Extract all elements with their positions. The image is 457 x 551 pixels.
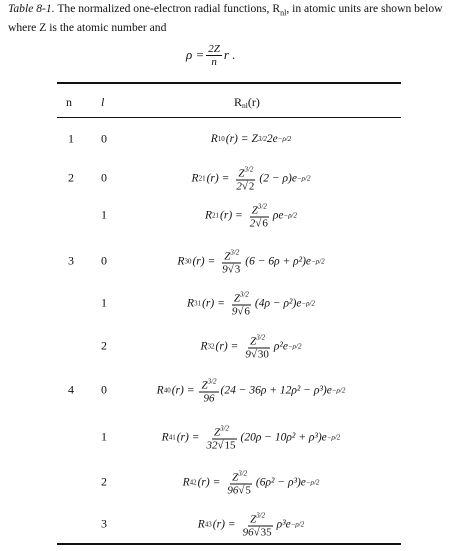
cell-l: 1 — [101, 295, 107, 310]
fraction-denominator — [225, 485, 254, 497]
denominator-radicand: 6 — [262, 217, 268, 230]
table-row — [0, 377, 457, 405]
numerator-base: Z — [233, 292, 240, 305]
function-subscript: 31 — [194, 299, 202, 307]
function-arg: (r) = — [171, 384, 195, 396]
function-subscript: 42 — [189, 478, 197, 486]
numerator-base: Z — [213, 426, 221, 439]
radial-function-formula — [120, 133, 382, 145]
function-body: (24 − 36ρ + 12ρ² − ρ³)e — [220, 384, 332, 396]
function-arg: (r) = — [202, 297, 225, 309]
prefactor-exponent: 3/2 — [257, 135, 267, 143]
sqrt-icon: √ — [227, 263, 234, 276]
function-name: R — [200, 340, 208, 352]
function-name: R — [161, 431, 169, 443]
prefactor-base: Z — [251, 133, 258, 145]
normalization-fraction — [220, 247, 243, 276]
table-label: Table 8-1. — [8, 2, 55, 15]
numerator-base: Z — [250, 513, 257, 526]
function-name: R — [187, 297, 195, 309]
numerator-base: Z — [238, 167, 245, 180]
fraction-numerator — [232, 289, 251, 306]
numerator-exponent: 3/2 — [230, 248, 240, 257]
denominator-coefficient: 96 — [227, 484, 239, 497]
fraction-numerator — [222, 247, 241, 264]
function-body: ρe — [272, 209, 284, 221]
function-arg: (r) = — [197, 476, 221, 488]
header-n: n — [66, 95, 72, 109]
function-subscript: 40 — [163, 386, 171, 394]
table-row — [0, 424, 457, 452]
normalization-fraction — [248, 201, 271, 230]
function-name: R — [177, 255, 185, 267]
function-subscript: 43 — [204, 520, 212, 528]
radial-function-formula — [120, 510, 382, 539]
numerator-exponent: 3/2 — [244, 165, 254, 174]
normalization-fraction — [225, 468, 254, 497]
exponential-exponent: −ρ/2 — [277, 135, 292, 143]
numerator-base: Z — [201, 379, 208, 392]
cell-l: 2 — [101, 474, 107, 489]
cell-n: 1 — [68, 131, 74, 146]
rho-fraction — [206, 43, 222, 68]
cell-n: 3 — [68, 253, 74, 268]
denominator-coefficient: 9 — [245, 348, 251, 361]
function-arg: (r) = — [215, 340, 239, 352]
numerator-base: Z — [251, 204, 258, 217]
function-subscript: 21 — [212, 211, 220, 219]
table-row — [0, 202, 457, 230]
denominator-radicand: 30 — [257, 348, 269, 361]
exponential-exponent: −ρ/2 — [326, 433, 341, 441]
fraction-denominator — [220, 264, 243, 276]
normalization-fraction — [243, 332, 272, 361]
table-row — [0, 165, 457, 193]
header-r-arg: (r) — [247, 95, 260, 109]
function-subscript: 32 — [207, 342, 215, 350]
numerator-exponent: 3/2 — [257, 202, 267, 211]
cell-l: 3 — [101, 516, 107, 531]
normalization-fraction — [234, 164, 257, 193]
function-arg: (r) = — [225, 133, 249, 145]
numerator-exponent: 3/2 — [256, 333, 266, 342]
numerator-exponent: 3/2 — [256, 511, 266, 520]
denominator-radicand: 35 — [260, 526, 272, 539]
denominator-radicand: 15 — [224, 439, 236, 452]
denominator-radicand: 6 — [244, 305, 250, 318]
header-rnl — [234, 95, 260, 110]
function-arg: (r) = — [220, 209, 243, 221]
rho-lhs: ρ = — [186, 47, 205, 62]
table-caption — [8, 1, 448, 35]
radial-function-formula — [120, 332, 382, 361]
cell-n: 2 — [68, 170, 74, 185]
rho-definition — [186, 40, 235, 70]
fraction-numerator — [248, 332, 267, 349]
function-name: R — [191, 172, 199, 184]
exponential-exponent: −ρ/2 — [290, 520, 305, 528]
numerator-base: Z — [224, 250, 231, 263]
numerator-base: Z — [250, 335, 257, 348]
radial-function-formula — [120, 423, 382, 452]
table-row — [0, 290, 457, 318]
radial-function-formula — [120, 289, 382, 318]
cell-l: 0 — [101, 131, 107, 146]
numerator-exponent: 3/2 — [238, 469, 248, 478]
function-body: (2 − ρ)e — [259, 172, 297, 184]
fraction-denominator — [248, 218, 271, 230]
exponential-exponent: −ρ/2 — [283, 211, 297, 219]
function-arg: (r) = — [206, 172, 230, 184]
radial-function-formula — [120, 164, 382, 193]
fraction-denominator — [243, 349, 272, 361]
function-name: R — [210, 133, 218, 145]
function-arg: (r) = — [212, 518, 236, 530]
function-body: 2e — [266, 133, 278, 145]
exponential-exponent: −ρ/2 — [305, 478, 320, 486]
numerator-base: Z — [232, 471, 239, 484]
exponential-exponent: −ρ/2 — [311, 257, 325, 265]
sqrt-icon: √ — [217, 439, 224, 452]
radial-function-formula — [120, 201, 382, 230]
rho-rhs: r . — [223, 47, 236, 62]
table-header-rule — [57, 117, 401, 118]
denominator-coefficient: 9 — [231, 305, 238, 318]
rho-numerator: 2Z — [208, 42, 220, 55]
function-body: (6ρ² − ρ³)e — [255, 476, 306, 488]
caption-text: The normalized one-electron radial functions, R — [57, 2, 281, 15]
fraction-denominator — [241, 527, 275, 539]
fraction-denominator — [204, 440, 238, 452]
caption-subscript: nl — [280, 8, 287, 18]
header-r-name: R — [234, 95, 243, 109]
fraction-numerator — [230, 468, 249, 485]
function-name: R — [204, 209, 213, 221]
table-row — [0, 333, 457, 361]
denominator-radicand: 2 — [248, 180, 255, 193]
rho-denominator: n — [211, 55, 217, 68]
numerator-exponent: 3/2 — [239, 290, 249, 299]
normalization-fraction — [241, 510, 275, 539]
fraction-numerator — [199, 376, 218, 393]
normalization-fraction — [230, 289, 253, 318]
denominator-radicand: 5 — [245, 484, 251, 497]
cell-l: 1 — [101, 429, 107, 444]
sqrt-icon: √ — [253, 526, 260, 539]
fraction-denominator — [230, 306, 253, 318]
function-subscript: 21 — [198, 174, 206, 182]
radial-function-formula — [120, 247, 382, 276]
denominator-radicand: 3 — [234, 263, 241, 276]
header-r-sub: nl — [242, 101, 248, 110]
function-subscript: 41 — [168, 433, 176, 441]
table-row — [0, 511, 457, 539]
numerator-exponent: 3/2 — [220, 424, 230, 433]
header-l: l — [101, 95, 105, 109]
fraction-numerator — [236, 164, 255, 181]
exponential-exponent: −ρ/2 — [331, 386, 346, 394]
numerator-exponent: 3/2 — [207, 377, 217, 386]
function-arg: (r) = — [176, 431, 200, 443]
exponential-exponent: −ρ/2 — [287, 342, 302, 350]
cell-l: 2 — [101, 338, 107, 353]
radial-function-formula — [120, 468, 382, 497]
denominator-coefficient: 2 — [249, 217, 256, 230]
table-top-rule — [57, 82, 401, 84]
function-name: R — [156, 384, 164, 396]
cell-l: 0 — [101, 382, 107, 397]
fraction-numerator — [212, 423, 231, 440]
denominator-coefficient: 96 — [242, 526, 254, 539]
cell-n: 4 — [68, 382, 74, 397]
sqrt-icon: √ — [255, 217, 262, 230]
denominator-coefficient: 96 — [203, 392, 215, 405]
function-body: (20ρ − 10ρ² + ρ³)e — [240, 431, 327, 443]
normalization-fraction — [199, 376, 218, 405]
function-body: ρ²e — [273, 340, 288, 352]
radial-function-formula — [120, 376, 382, 405]
normalization-fraction — [204, 423, 238, 452]
denominator-coefficient: 9 — [222, 263, 228, 276]
table-row — [0, 131, 457, 146]
table-row — [0, 469, 457, 497]
sqrt-icon: √ — [250, 348, 257, 361]
sqrt-icon: √ — [241, 180, 248, 193]
function-body: (6 − 6ρ + ρ²)e — [245, 255, 312, 267]
fraction-numerator — [250, 201, 269, 218]
table-row — [0, 248, 457, 276]
cell-l: 0 — [101, 170, 107, 185]
function-body: ρ³e — [276, 518, 291, 530]
exponential-exponent: −ρ/2 — [301, 299, 315, 307]
function-name: R — [182, 476, 190, 488]
function-subscript: 30 — [184, 257, 192, 265]
function-name: R — [197, 518, 205, 530]
denominator-coefficient: 32 — [206, 439, 218, 452]
fraction-denominator — [202, 393, 217, 405]
caption-text-rest: , in atomic units are shown below where Z is the atomic number and — [8, 2, 443, 35]
sqrt-icon: √ — [237, 305, 244, 318]
function-body: (4ρ − ρ²)e — [254, 297, 302, 309]
fraction-denominator — [234, 181, 257, 193]
function-subscript: 10 — [217, 135, 225, 143]
cell-l: 1 — [101, 207, 107, 222]
exponential-exponent: −ρ/2 — [296, 174, 311, 182]
table-bottom-rule — [57, 543, 401, 545]
function-arg: (r) = — [192, 255, 216, 267]
cell-l: 0 — [101, 253, 107, 268]
fraction-numerator — [248, 510, 267, 527]
denominator-coefficient: 2 — [236, 180, 242, 193]
sqrt-icon: √ — [238, 484, 245, 497]
